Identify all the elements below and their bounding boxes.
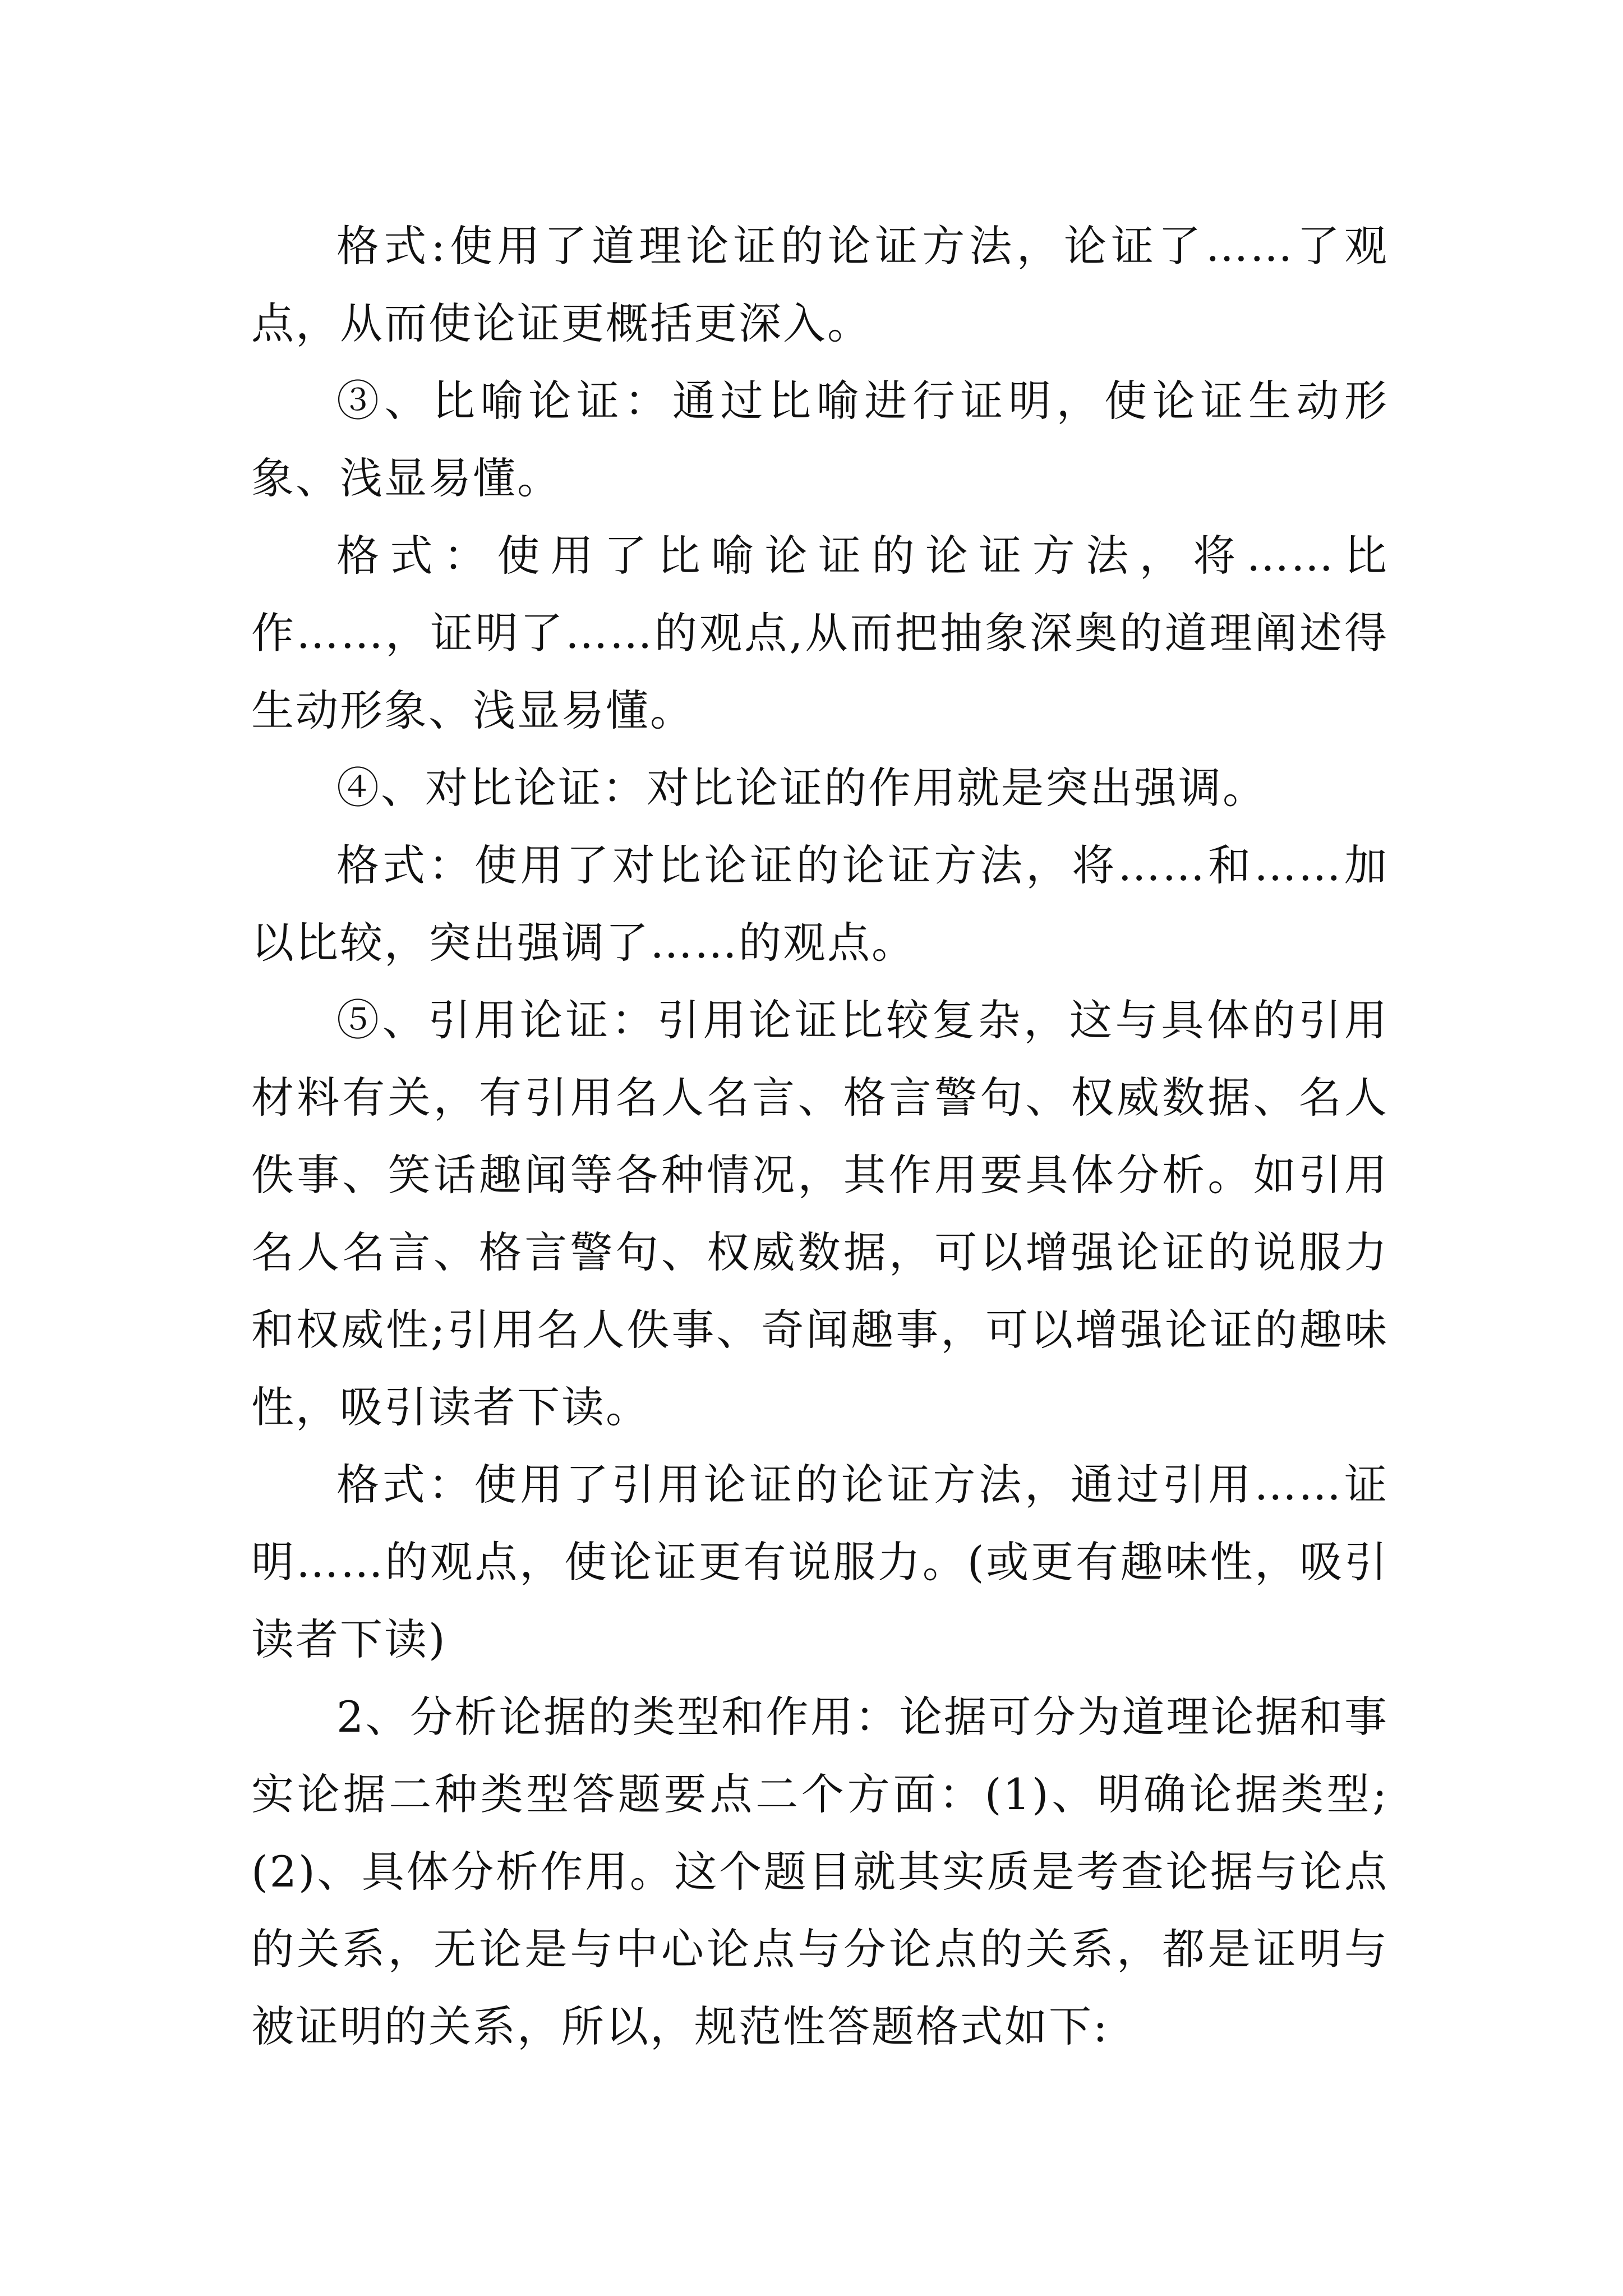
paragraph-contrast-format: 格式：使用了对比论证的论证方法，将……和……加以比较，突出强调了……的观点。 <box>251 840 1389 968</box>
paragraph-citation-format: 格式：使用了引用论证的论证方法，通过引用……证明……的观点，使论证更有说服力。(或更有趣味性，吸引读者下读) <box>251 1460 1389 1664</box>
paragraph-citation-argument: ⑤、引用论证：引用论证比较复杂，这与具体的引用材料有关，有引用名人名言、格言警句、权威数据、名人佚事、笑话趣闻等各种情况，其作用要具体分析。如引用名人名言、格言警句、权威数据，可以增强论证的说服力和权威性;引用名人佚事、奇闻趣事，可以增强论证的趣味性，吸引读者下读。 <box>251 995 1389 1432</box>
paragraph-metaphor-format: 格式：使用了比喻论证的论证方法，将……比作……，证明了……的观点,从而把抽象深奥的道理阐述得生动形象、浅显易懂。 <box>251 531 1389 735</box>
paragraph-contrast-argument: ④、对比论证：对比论证的作用就是突出强调。 <box>336 763 1267 813</box>
paragraph-evidence-analysis: 2、分析论据的类型和作用：论据可分为道理论据和事实论据二种类型答题要点二个方面：(1)、明确论据类型;(2)、具体分析作用。这个题目就其实质是考查论据与论点的关系，无论是与中心论点与分论点的关系，都是证明与被证明的关系，所以，规范性答题格式如下: <box>251 1692 1389 2051</box>
paragraph-reasoning-format: 格式:使用了道理论证的论证方法，论证了……了观点，从而使论证更概括更深入。 <box>251 221 1389 348</box>
document-body <box>251 208 1389 2065</box>
paragraph-metaphor-argument: ③、比喻论证：通过比喻进行证明，使论证生动形象、浅显易懂。 <box>251 376 1389 503</box>
